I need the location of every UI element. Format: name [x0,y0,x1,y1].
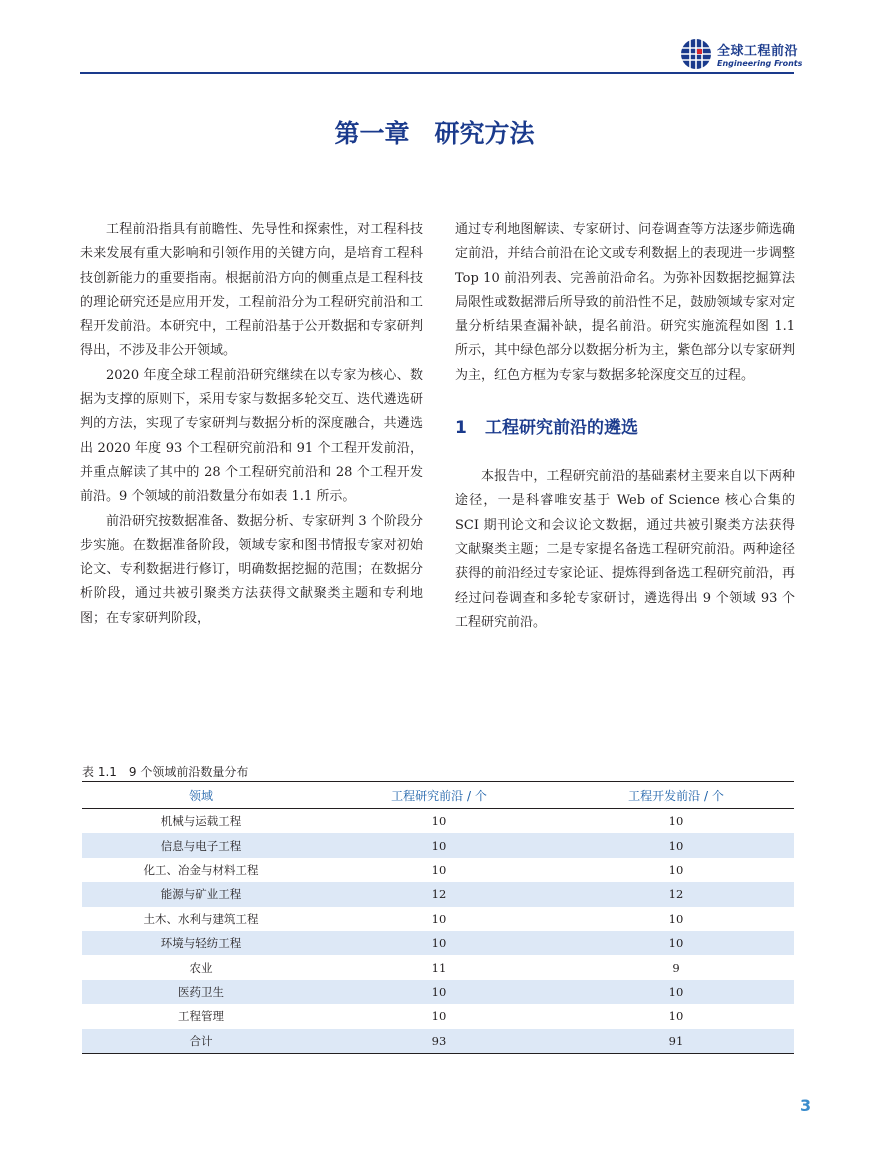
header-rule [80,72,794,74]
table-cell-research: 10 [431,862,447,877]
paragraph: 前沿研究按数据准备、数据分析、专家研判 3 个阶段分步实施。在数据准备阶段，领域专家和图书情报专家对初始论文、专利数据进行修订，明确数据挖掘的范围；在数据分析阶段，通过共被引聚类方法获得文献聚类主题和专利地图；在专家研判阶段， [80,513,423,626]
table-cell-development: 10 [558,980,794,1004]
table-cell-field: 医药卫生 [82,980,320,1004]
table-cell-field: 工程管理 [178,1009,224,1024]
table-cell-research: 10 [320,980,558,1004]
right-column [455,218,795,635]
chapter-title: 第一章 研究方法 [334,119,535,148]
table-cell-field: 合计 [82,1029,320,1054]
table-row [82,833,794,857]
paragraph: 工程前沿指具有前瞻性、先导性和探索性，对工程科技未来发展有重大影响和引领作用的关键方向，是培育工程科技创新能力的重要指南。根据前沿方向的侧重点是工程科技的理论研究还是应用开发，工程前沿分为工程研究前沿和工程开发前沿。本研究中，工程前沿基于公开数据和专家研判得出，不涉及非公开领域。 [80,222,423,359]
table-cell-field: 环境与轻纺工程 [82,931,320,955]
table-cell-field: 机械与运载工程 [160,814,242,829]
table-cell-development: 10 [558,931,794,955]
table-row [82,1004,794,1028]
table-cell-research: 11 [431,960,447,975]
table-cell-development: 10 [558,833,794,857]
table-cell-development: 10 [668,911,684,926]
paragraph: 2020 年度全球工程前沿研究继续在以专家为核心、数据为支撑的原则下，采用专家与数据多轮交互、迭代遴选研判的方法，实现了专家研判与数据分析的深度融合，共遴选出 2020 年度 93 个工程研究前沿和 91 个工程开发前沿，并重点解读了其中的 28 个工程研究前沿和 28 个工程开发前沿。9 个领域的前沿数量分布如表 1.1 所示。 [80,367,423,505]
paragraph-continued: 通过专利地图解读、专家研讨、问卷调查等方法逐步筛选确定前沿，并结合前沿在论文或专利数据上的表现进一步调整 Top 10 前沿列表、完善前沿命名。为弥补因数据挖掘算法局限性或数据滞后所导致的前沿性不足，鼓励领域专家对定量分析结果查漏补缺，提名前沿。研究实施流程如图 1.1 所示，其中绿色部分以数据分析为主，紫色部分以专家研判为主，红色方框为专家与数据多轮深度交互的过程。 [455,222,795,383]
table-row [82,882,794,906]
table-caption: 表 1.1 9 个领域前沿数量分布 [82,765,249,779]
table-cell-development: 10 [668,862,684,877]
table-cell-development: 9 [672,960,680,975]
column-header-field: 领域 [82,782,320,809]
table-row [82,980,794,1004]
table-cell-field: 能源与矿业工程 [82,882,320,906]
table-cell-development: 12 [558,882,794,906]
table-cell-field: 土木、水利与建筑工程 [143,911,259,926]
table-cell-development: 10 [668,1009,684,1024]
frontier-distribution-table [82,781,794,1054]
table-cell-field: 信息与电子工程 [82,833,320,857]
globe-logo-icon [679,37,713,71]
table-cell-research: 10 [320,833,558,857]
table-cell-research: 10 [320,931,558,955]
table-row [82,858,794,882]
section-title: 工程研究前沿的遴选 [485,418,638,439]
page-number: 3 [800,1096,812,1115]
table-row [82,931,794,955]
table-cell-research: 10 [431,911,447,926]
left-column [80,218,423,631]
column-header-development-fronts: 工程开发前沿 / 个 [558,782,794,809]
table-cell-development: 91 [558,1029,794,1054]
section-number: 1 [455,418,467,439]
table-cell-research: 12 [320,882,558,906]
table-cell-research: 93 [320,1029,558,1054]
table-row [82,809,794,834]
table-cell-development: 10 [668,814,684,829]
table-cell-research: 10 [431,1009,447,1024]
engineering-fronts-logo [679,35,803,75]
column-header-research-fronts: 工程研究前沿 / 个 [320,782,558,809]
table-total-row [82,1029,794,1054]
table-cell-field: 农业 [189,960,213,975]
section-heading [455,416,795,440]
table-row [82,907,794,931]
table-row [82,955,794,979]
paragraph: 本报告中，工程研究前沿的基础素材主要来自以下两种途径，一是科睿唯安基于 Web of Science 核心合集的 SCI 期刊论文和会议论文数据，通过共被引聚类方法获得文献聚类主题；二是专家提名备选工程研究前沿。两种途径获得的前沿经过专家论证、提炼得到备选工程研究前沿，再经过问卷调查和多轮专家研讨，遴选得出 9 个领域 93 个工程研究前沿。 [455,469,795,630]
logo-english-text: Engineering Fronts [717,59,803,68]
table-header-row [82,782,794,809]
table-cell-field: 化工、冶金与材料工程 [143,862,259,877]
table-cell-research: 10 [431,814,447,829]
logo-chinese-text: 全球工程前沿 [717,44,799,59]
